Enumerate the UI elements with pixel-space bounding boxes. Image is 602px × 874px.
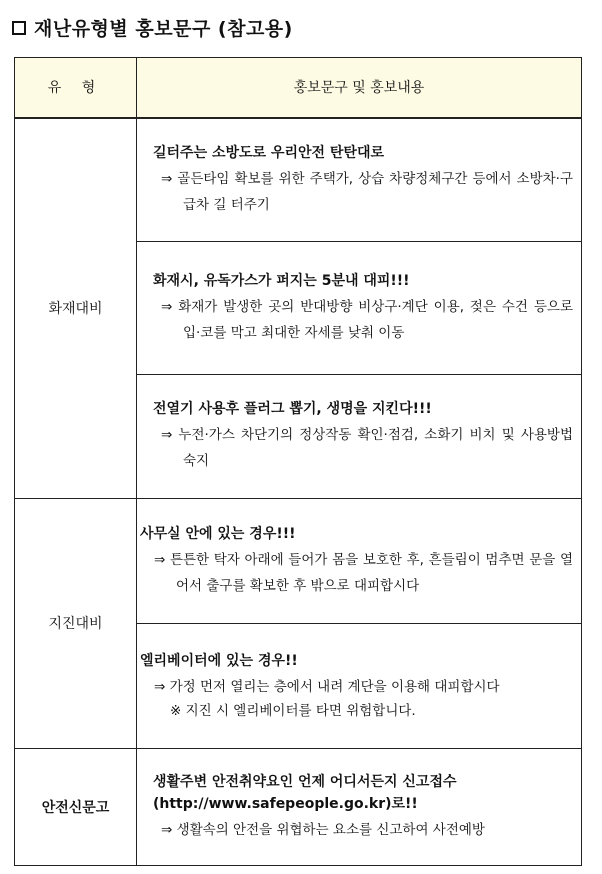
page-title <box>12 14 293 41</box>
item-head: 전열기 사용후 플러그 뽑기, 생명을 지킨다!!! <box>153 401 432 417</box>
table-row <box>15 748 582 865</box>
item-head: 길터주는 소방도로 우리안전 탄탄대로 <box>153 144 385 161</box>
content-cell <box>137 374 582 498</box>
content-cell <box>137 623 582 748</box>
table-header-row <box>15 58 582 118</box>
item-note: ※ 지진 시 엘리베이터를 타면 위험합니다. <box>170 702 416 719</box>
item-head: 화재시, 유독가스가 퍼지는 5분내 대피!!! <box>153 272 410 289</box>
content-cell <box>137 118 582 242</box>
table-row <box>15 498 582 623</box>
item-detail: ⇒ 누전·가스 차단기의 정상작동 확인·점검, 소화기 비치 및 사용방법 숙지 <box>161 427 573 469</box>
table-row <box>15 118 582 242</box>
page-title-text: 재난유형별 홍보문구 (참고용) <box>34 18 293 40</box>
item-detail: ⇒ 골든타임 확보를 위한 주택가, 상습 차량정체구간 등에서 소방차·구급차 길 터주기 <box>161 170 573 213</box>
item-detail: ⇒ 화재가 발생한 곳의 반대방향 비상구·계단 이용, 젖은 수건 등으로 입·코를 막고 최대한 자세를 낮춰 이동 <box>161 298 573 341</box>
type-report: 안전신문고 <box>15 748 137 865</box>
item-detail: ⇒ 생활속의 안전을 위협하는 요소를 신고하여 사전예방 <box>161 821 485 838</box>
type-earthquake: 지진대비 <box>15 498 137 748</box>
item-detail: ⇒ 가정 먼저 열리는 층에서 내려 계단을 이용해 대피합시다 <box>154 678 500 695</box>
promo-table <box>14 57 582 866</box>
item-head: 엘리베이터에 있는 경우!! <box>140 652 298 669</box>
item-head: 사무실 안에 있는 경우!!! <box>140 525 296 542</box>
checkbox-square-icon <box>12 21 26 35</box>
item-head: 생활주변 안전취약요인 언제 어디서든지 신고접수 (http://www.safepeople.go.kr)로!! <box>153 773 457 812</box>
type-fire: 화재대비 <box>15 118 137 499</box>
content-cell <box>137 748 582 865</box>
item-detail: ⇒ 튼튼한 탁자 아래에 들어가 몸을 보호한 후, 흔들림이 멈추면 문을 열어서 출구를 확보한 후 밖으로 대피합시다 <box>154 551 573 594</box>
header-type: 유 형 <box>15 58 137 118</box>
header-content: 홍보문구 및 홍보내용 <box>137 58 582 118</box>
content-cell <box>137 241 582 374</box>
content-cell <box>137 498 582 623</box>
